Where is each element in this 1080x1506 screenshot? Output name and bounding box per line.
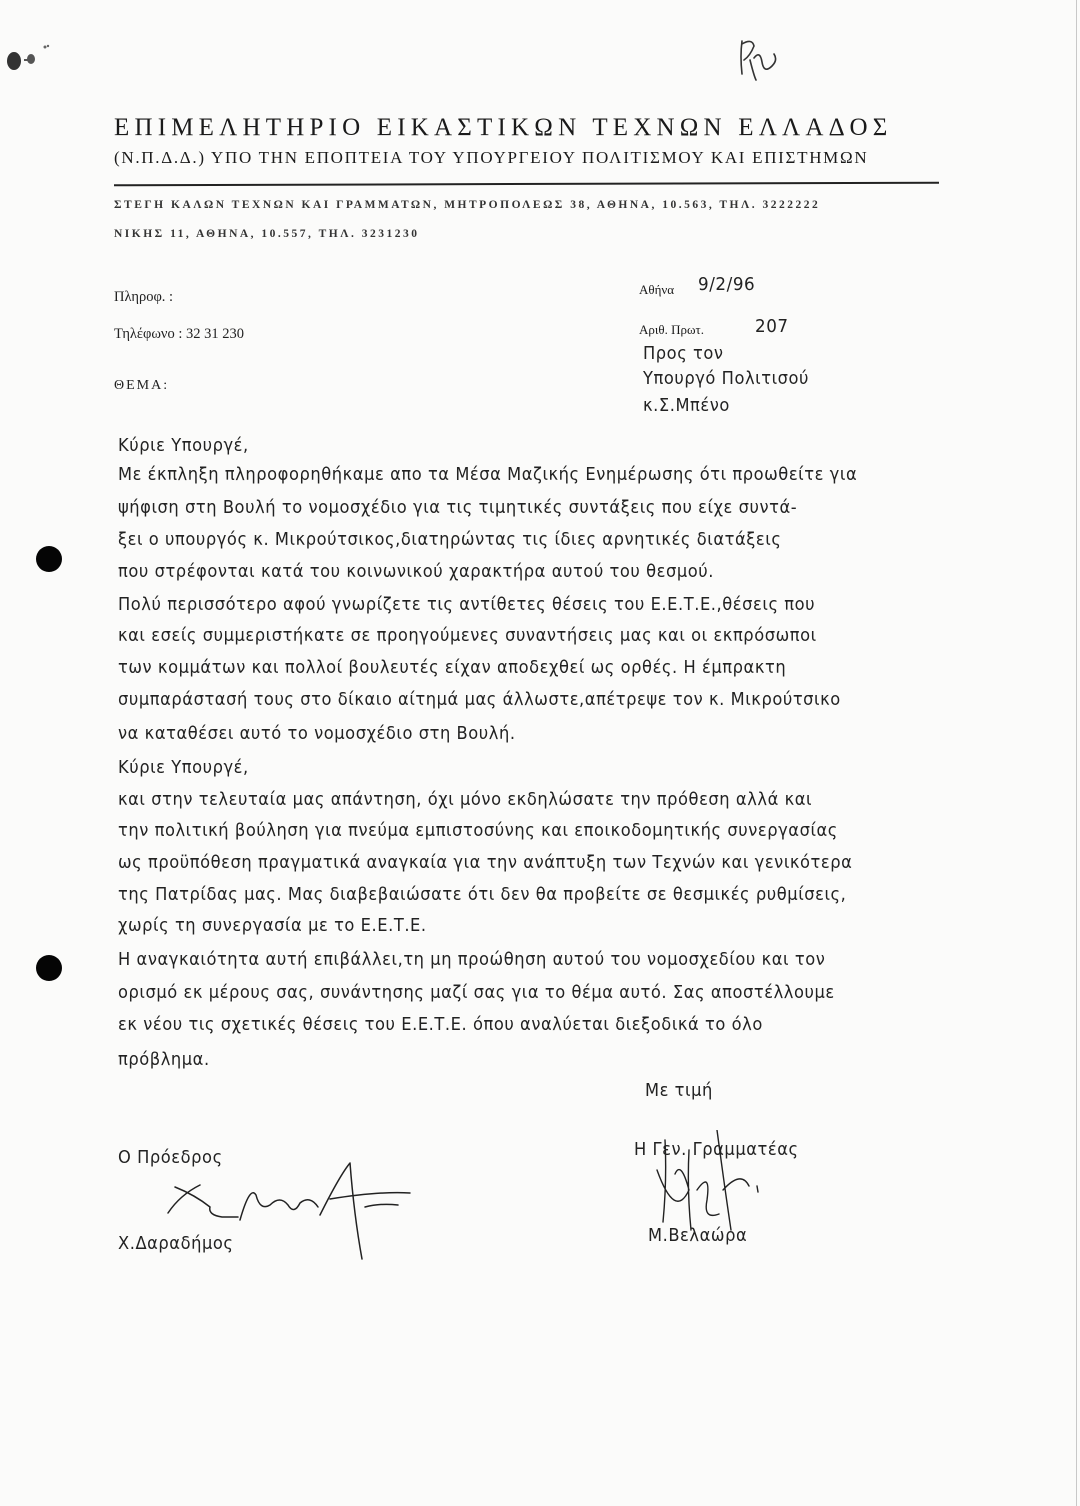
letter-date: 9/2/96 [698,274,756,295]
info-label: Πληροφ. : [114,289,174,305]
phone-label: Τηλέφωνο : 32 31 230 [114,326,245,342]
body-line: Πολύ περισσότερο αφού γνωρίζετε τις αντίθετες θέσεις του Ε.Ε.Τ.Ε.,θέσεις που [118,595,816,615]
punch-hole [36,546,62,572]
letterhead-divider [114,182,939,187]
organization-subtitle: (Ν.Π.Δ.Δ.) ΥΠΟ ΤΗΝ ΕΠΟΠΤΕΙΑ ΤΟΥ ΥΠΟΥΡΓΕΙΟΥ ΠΟΛΙΤΙΣΜΟΥ ΚΑΙ ΕΠΙΣΤΗΜΩΝ [114,148,869,167]
signature-secretary [645,1130,805,1240]
recipient-line: Υπουργό Πολιτισού [643,369,810,389]
subject-label: ΘΕΜΑ: [114,378,170,393]
body-line: ως προϋπόθεση πραγματικά αναγκαία για την ανάπτυξη των Τεχνών και γενικότερα [118,853,853,873]
body-line: ξει ο υπουργός κ. Μικρούτσικος,διατηρώντας τις ίδιες αρνητικές διατάξεις [118,530,782,550]
left-signatory-title: Ο Πρόεδρος [118,1148,223,1168]
body-line: των κομμάτων και πολλοί βουλευτές είχαν αποδεχθεί ως ορθές. Η έμπρακτη [118,658,787,678]
city-label: Αθήνα [639,282,675,297]
body-line: Με έκπληξη πληροφορηθήκαμε απο τα Μέσα Μαζικής Ενημέρωσης ότι προωθείτε για [118,465,858,485]
page-edge [1076,0,1077,1506]
body-line: την πολιτική βούληση για πνεύμα εμπιστοσύνης και εποικοδομητικής συνεργασίας [118,821,838,841]
signature-president [160,1155,430,1265]
body-line: της Πατρίδας μας. Μας διαβεβαιώσατε ότι δεν θα προβείτε σε θεσμικές ρυθμίσεις, [118,885,847,905]
body-line: χωρίς τη συνεργασία με το Ε.Ε.Τ.Ε. [118,916,427,936]
body-line: που στρέφονται κατά του κοινωνικού χαρακτήρα αυτού του θεσμού. [118,562,714,582]
recipient-line: Προς τον [643,344,724,364]
organization-name: ΕΠΙΜΕΛΗΤΗΡΙΟ ΕΙΚΑΣΤΙΚΩΝ ΤΕΧΝΩΝ ΕΛΛΑΔΟΣ [114,114,893,141]
recipient-line: κ.Σ.Μπένο [643,396,730,416]
ink-smudge [4,42,84,82]
protocol-number: 207 [755,316,789,337]
body-line: εκ νέου τις σχετικές θέσεις του Ε.Ε.Τ.Ε. όπου αναλύεται διεξοδικά το όλο [118,1015,763,1035]
body-line: συμπαράστασή τους στο δίκαιο αίτημά μας άλλωστε,απέτρεψε τον κ. Μικρούτσικο [118,690,841,710]
address-line-1: ΣΤΕΓΗ ΚΑΛΩΝ ΤΕΧΝΩΝ ΚΑΙ ΓΡΑΜΜΑΤΩΝ, ΜΗΤΡΟΠΟΛΕΩΣ 38, ΑΘΗΝΑ, 10.563, ΤΗΛ. 3222222 [114,199,821,211]
body-line: πρόβλημα. [118,1050,210,1070]
right-signatory-title: Η Γεν. Γραμματέας [634,1140,799,1160]
protocol-label: Αριθ. Πρωτ. [639,322,705,337]
body-line: Κύριε Υπουργέ, [118,758,249,778]
body-line: και εσείς συμμεριστήκατε σε προηγούμενες συναντήσεις μας και οι εκπρόσωποι [118,626,817,646]
punch-hole [36,955,62,981]
address-line-2: ΝΙΚΗΣ 11, ΑΘΗΝΑ, 10.557, ΤΗΛ. 3231230 [114,228,420,240]
handwritten-initials [728,36,788,96]
body-line: να καταθέσει αυτό το νομοσχέδιο στη Βουλή. [118,724,516,744]
body-line: ορισμό εκ μέρους σας, συνάντησης μαζί σας για το θέμα αυτό. Σας αποστέλλουμε [118,983,835,1003]
closing: Με τιμή [645,1081,713,1101]
right-signatory-name: Μ.Βελαώρα [648,1226,748,1246]
body-line: Η αναγκαιότητα αυτή επιβάλλει,τη μη προώθηση αυτού του νομοσχεδίου και τον [118,950,826,970]
body-line: ψήφιση στη Βουλή το νομοσχέδιο για τις τιμητικές συντάξεις που είχε συντά- [118,498,798,518]
left-signatory-name: Χ.Δαραδήμος [118,1234,234,1254]
body-line: και στην τελευταία μας απάντηση, όχι μόνο εκδηλώσατε την πρόθεση αλλά και [118,790,813,810]
body-line: Κύριε Υπουργέ, [118,436,249,456]
